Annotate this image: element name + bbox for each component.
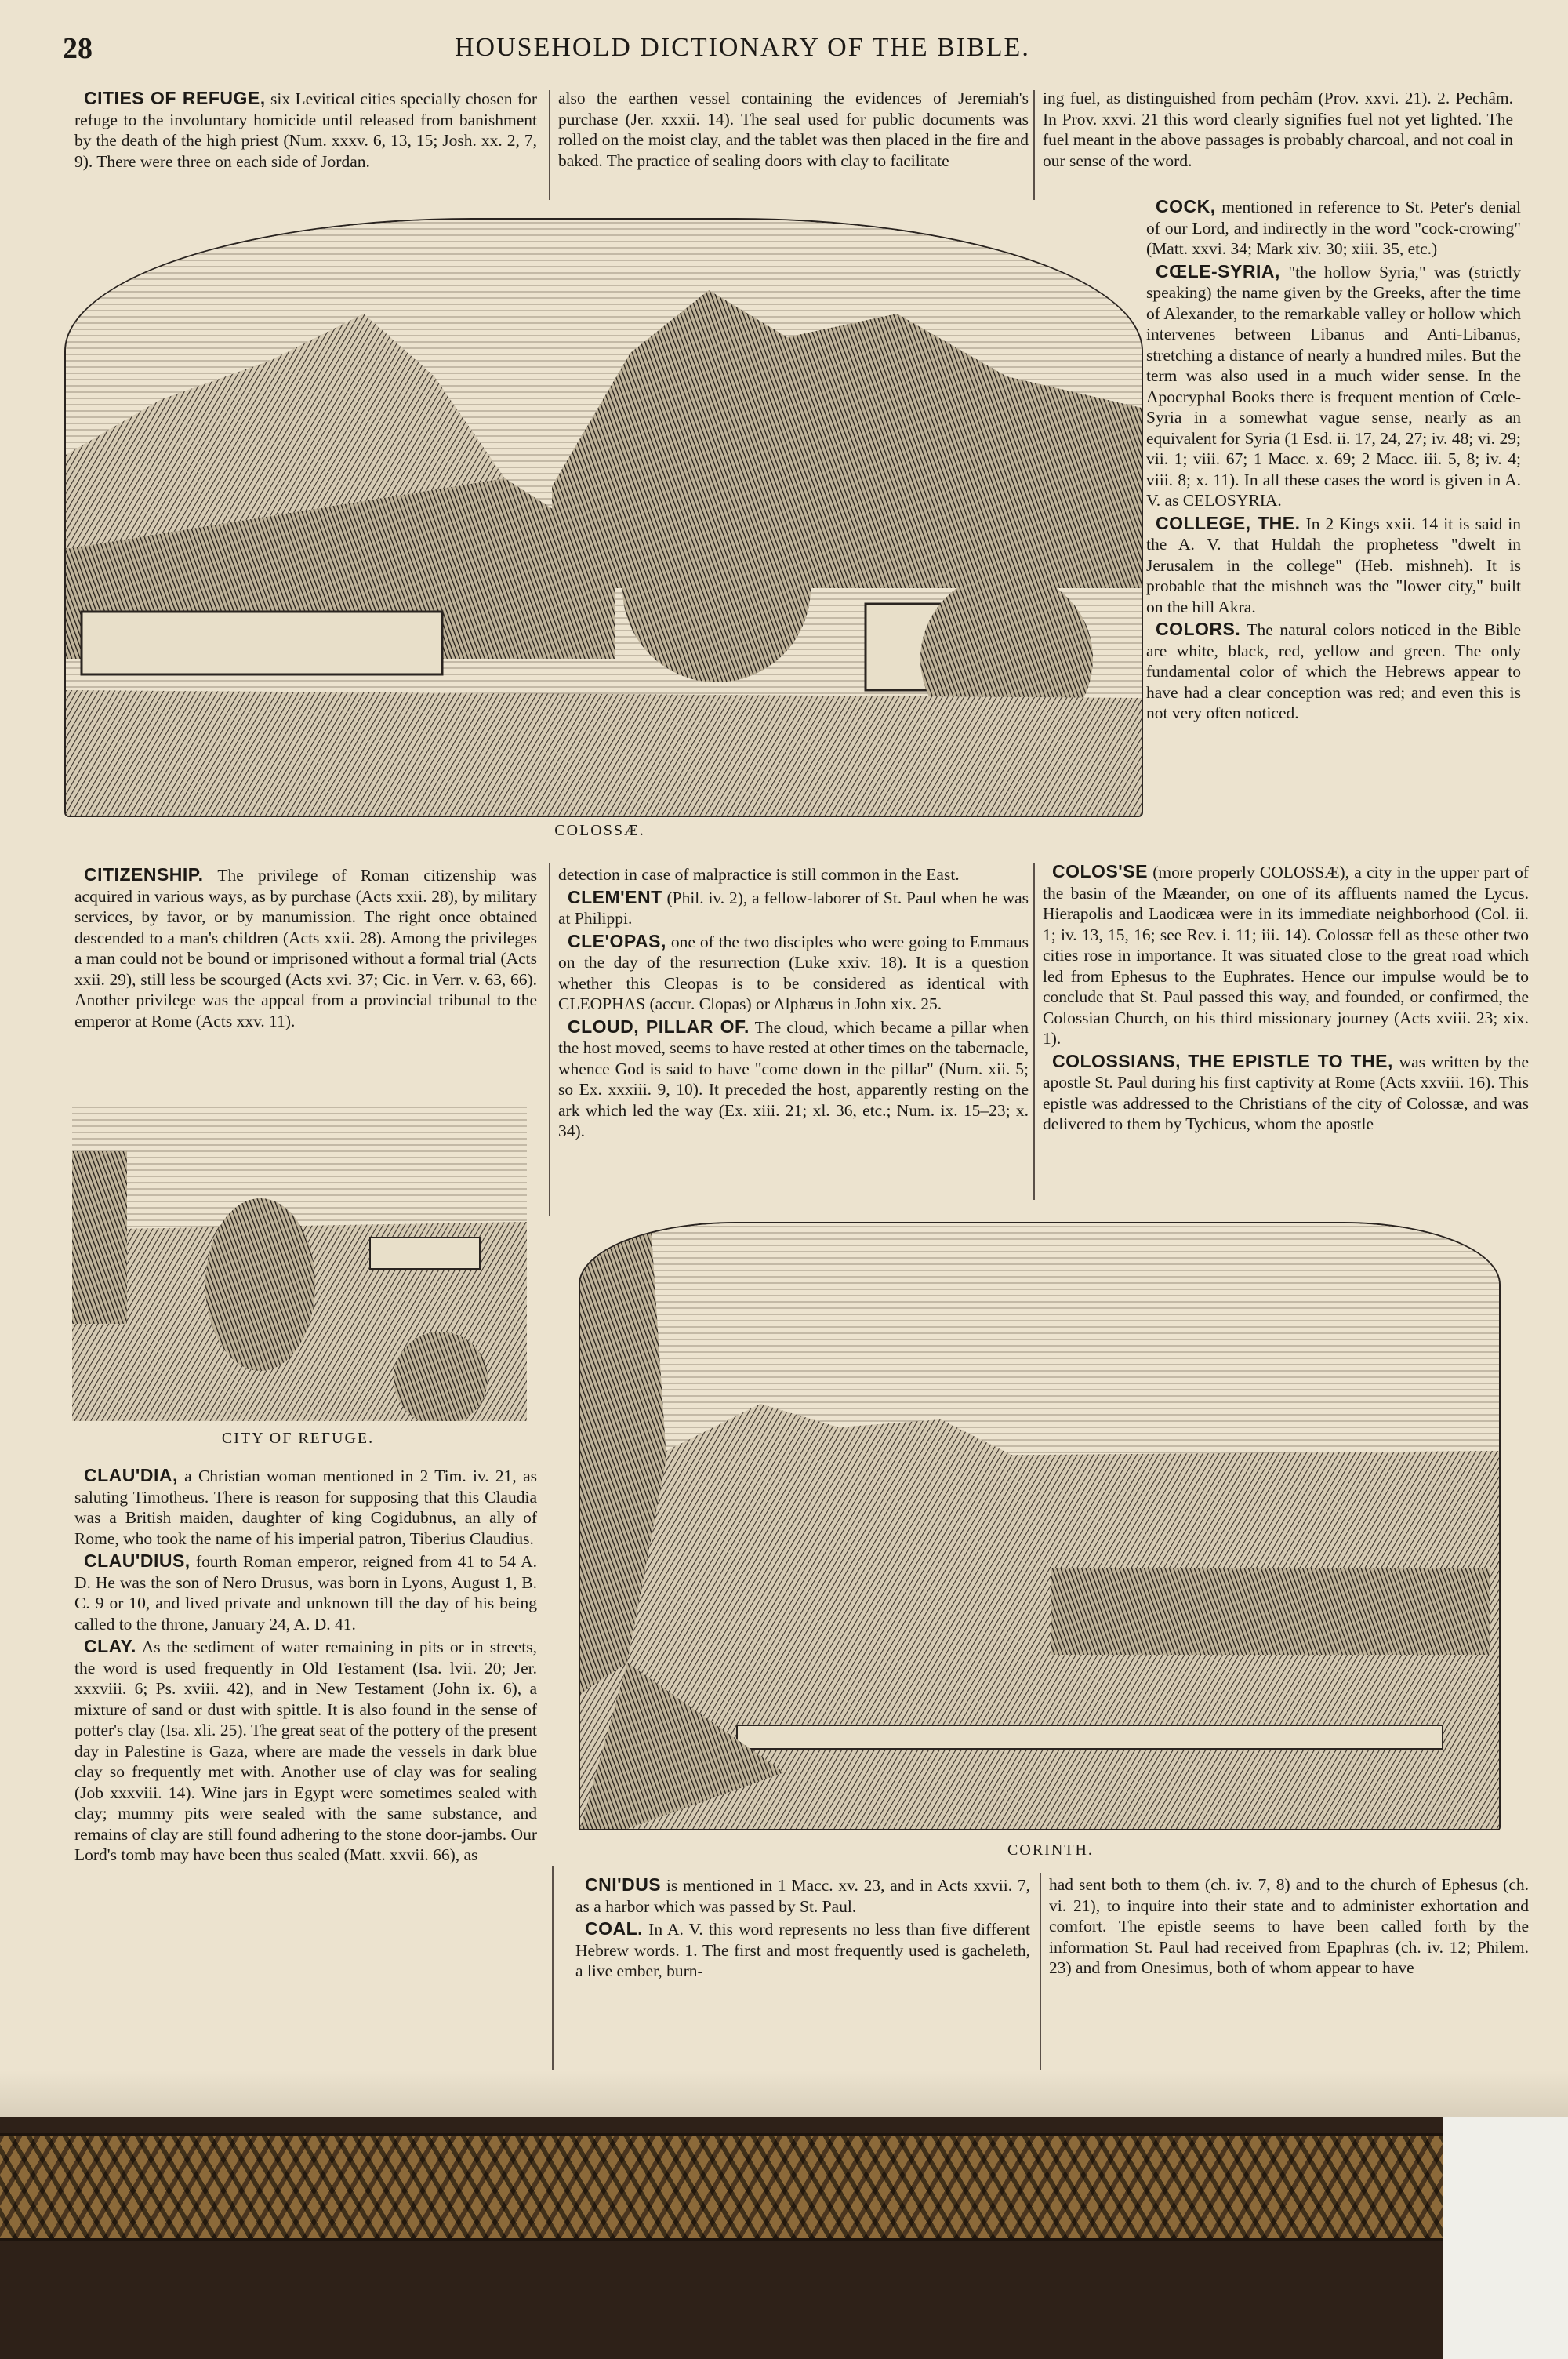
dictionary-entry (1043, 1051, 1529, 1135)
dictionary-entry (1146, 261, 1521, 511)
bottom-middle-column (575, 1874, 1030, 1983)
dictionary-entry (1146, 196, 1521, 260)
bottom-right-column (1049, 1874, 1529, 1980)
right-column-entries (1146, 196, 1521, 725)
entry-text: The cloud, which became a pillar when the host moved, seems to have rested at other times on the tabernacle, whence God is said to have "come down in the pillar" (Num. xii. 5; so Ex. xxxiii. 9, 10). It preceded the host, apparently resting on the ark which led the way (Ex. xiii. 21; xl. 36, etc.; Num. ix. 15–23; x. 34). (558, 1017, 1029, 1140)
running-header (63, 31, 1552, 71)
entry-headword: CLAU'DIA, (84, 1465, 178, 1485)
entry-headword: COLOS'SE (1052, 861, 1148, 881)
entry-headword: CLE'OPAS, (568, 930, 666, 951)
caption-city-of-refuge: CITY OF REFUGE. (221, 1430, 375, 1447)
entry-headword: COLORS. (1156, 619, 1241, 639)
top-left-column (74, 88, 537, 173)
mid-left-column (74, 864, 537, 1033)
colossae-illustration (64, 218, 1143, 817)
dictionary-entry (74, 1636, 537, 1866)
entry-text: six Levitical cities specially chosen for refuge to the involuntary homicide until released from banishment by the death of the high priest (Num. xxxv. 6, 13, 15; Josh. xx. 2, 7, 9). There were three on each side of Jordan. (74, 89, 537, 171)
colossae-engraving (66, 220, 1142, 816)
entry-headword: COAL. (585, 1918, 644, 1939)
entry-headword: CITIZENSHIP. (84, 864, 204, 885)
entry-headword: CLAY. (84, 1636, 136, 1656)
entry-text: fourth Roman emperor, reigned from 41 to 54 A. D. He was the son of Nero Drusus, was born in Lyons, August 1, B. C. 9 or 10, and lived private and unknown till the day of his being called to the throne, January 24, A. D. 41. (74, 1552, 537, 1634)
dictionary-entry (74, 1465, 537, 1549)
page-number: 28 (63, 32, 93, 65)
entry-headword: CITIES OF REFUGE, (84, 88, 266, 108)
entry-text: had sent both to them (ch. iv. 7, 8) and to the church of Ephesus (ch. vi. 21), to inquire into their state and to administer exhortation and comfort. The epistle seems to have been called forth by the information St. Paul had received from Epaphras (ch. iv. 12; Philem. 23) and from Onesimus, both of whom appear to have (1049, 1875, 1529, 1977)
entry-text: The privilege of Roman citizenship was acquired in various ways, as by purchase (Acts xxii. 28), by military services, by favor, or by manumission. The right once obtained descended to a man's children (Acts xxii. 28). Among the privileges a man could not be bound or imprisoned without a formal trial (Acts xxii. 29), still less be scourged (Acts xvi. 37; Cic. in Verr. v. 63, 66). Another privilege was the appeal from a provincial tribunal to the emperor at Rome (Acts xxv. 11). (74, 866, 537, 1030)
entry-text: (Phil. iv. 2), a fellow-laborer of St. Paul when he was at Philippi. (558, 888, 1029, 928)
entry-text: detection in case of malpractice is still common in the East. (558, 865, 960, 884)
column-rule (549, 90, 550, 200)
column-rule (1033, 863, 1035, 1200)
decorative-binding-braid (0, 2133, 1443, 2241)
lower-left-column (74, 1465, 537, 1867)
dictionary-entry (1043, 88, 1513, 171)
column-rule (552, 1866, 554, 2070)
entry-text: one of the two disciples who were going to Emmaus on the day of the resurrection (Luke xxiv. 18). It is a question whether this Cleopas is to be considered as identical with CLEOPHAS (accur. Clopas) or Alphæus in John xix. 25. (558, 932, 1029, 1013)
background-surface (1443, 2117, 1568, 2359)
corinth-engraving (580, 1223, 1499, 1829)
entry-headword: CLEM'ENT (568, 886, 662, 907)
column-rule (1040, 1873, 1041, 2077)
page-title: HOUSEHOLD DICTIONARY OF THE BIBLE. (455, 33, 1030, 62)
top-right-column (1043, 88, 1513, 173)
mid-right-column (1043, 861, 1529, 1136)
city-of-refuge-illustration (72, 1104, 527, 1421)
entry-text: In A. V. this word represents no less than five different Hebrew words. 1. The first and most frequently used is gacheleth, a live ember, burn- (575, 1920, 1030, 1980)
entry-headword: CLOUD, PILLAR OF. (568, 1016, 750, 1037)
dictionary-entry (74, 864, 537, 1031)
dictionary-entry (1146, 513, 1521, 618)
entry-text: In 2 Kings xxii. 14 it is said in the A. V. that Huldah the prophetess "dwelt in Jerusalem in the college" (Heb. mishneh). It is probable that the mishneh was the "lower city," built on the hill Akra. (1146, 514, 1522, 616)
corinth-illustration (579, 1222, 1501, 1830)
dictionary-entry (558, 864, 1029, 885)
dictionary-entry (558, 88, 1029, 171)
dictionary-entry (1049, 1874, 1529, 1979)
city-of-refuge-engraving (72, 1104, 527, 1421)
entry-headword: CNI'DUS (585, 1874, 662, 1895)
dictionary-entry (74, 88, 537, 172)
dictionary-entry (575, 1874, 1030, 1917)
entry-text: mentioned in reference to St. Peter's denial of our Lord, and indirectly in the word "cock-crowing" (Matt. xxvi. 34; Mark xiv. 30; xiii. 35, etc.) (1146, 198, 1521, 258)
entry-text: is mentioned in 1 Macc. xv. 23, and in Acts xxvii. 7, as a harbor which was passed by St. Paul. (575, 1876, 1030, 1916)
mid-middle-column (558, 864, 1029, 1143)
caption-corinth: CORINTH. (1007, 1841, 1094, 1859)
top-middle-column (558, 88, 1029, 173)
dictionary-entry (1146, 619, 1521, 724)
dictionary-entry (558, 931, 1029, 1015)
entry-text: (more properly COLOSSÆ), a city in the upper part of the basin of the Mæander, on one of its affluents named the Lycus. Hierapolis and Laodicæa were in its immediate neighborhood (Col. ii. 1; iv. 13, 15, 16; see Rev. i. 11; iii. 14). Colossæ fell as these other two cities rose in importance. It was situated close to the great road which led from Ephesus to the Euphrates. Hence our impulse would be to conclude that St. Paul passed this way, and founded, or confirmed, the Colossian Church, on his third missionary journey (Acts xviii. 23; xix. 1). (1043, 863, 1529, 1048)
entry-text: ing fuel, as distinguished from pechâm (Prov. xxvi. 21). 2. Pechâm. In Prov. xxvi. 21 this word clearly signifies fuel not yet lighted. The fuel meant in the above passages is probably charcoal, and not coal in our sense of the word. (1043, 89, 1514, 170)
dictionary-entry (74, 1550, 537, 1634)
entry-headword: COLLEGE, THE. (1156, 512, 1301, 533)
dictionary-entry (575, 1918, 1030, 1982)
dictionary-entry (1043, 861, 1529, 1049)
dictionary-entry (558, 887, 1029, 929)
column-rule (1033, 90, 1035, 200)
entry-text: was written by the apostle St. Paul during his first captivity at Rome (Acts xxviii. 16). This epistle was addressed to the Christians of the city of Colossæ, and was delivered to them by Tychicus, whom the apostle (1043, 1052, 1529, 1133)
caption-colossae: COLOSSÆ. (554, 822, 645, 839)
entry-text: also the earthen vessel containing the evidences of Jeremiah's purchase (Jer. xxxii. 14). The seal used for public documents was rolled on the moist clay, and the tablet was then placed in the fire and baked. The practice of sealing doors with clay to facilitate (558, 89, 1029, 170)
dictionary-entry (558, 1016, 1029, 1142)
entry-headword: COCK, (1156, 196, 1216, 216)
entry-headword: CŒLE-SYRIA, (1156, 260, 1280, 282)
entry-text: As the sediment of water remaining in pits or in streets, the word is used frequently in Old Testament (Isa. lvii. 20; Jer. xxxviii. 6; Ps. xviii. 42), and in New Testament (John ix. 6), a mixture of sand or dust with spittle. It is also found in the sense of potter's clay (Isa. xli. 25). The great seat of the pottery of the present day in Palestine is Gaza, where are made the vessels in dark blue clay so frequently met with. Another use of clay was for sealing (Job xxxviii. 14). Wine jars in Egypt were sometimes sealed with clay; mummy pits were sealed with the same substance, and remains of clay are still found adhering to the stone door-jambs. Our Lord's tomb may have been thus sealed (Matt. xxvii. 66), as (74, 1637, 537, 1864)
column-rule (549, 863, 550, 1216)
entry-headword: CLAU'DIUS, (84, 1550, 191, 1571)
entry-text: "the hollow Syria," was (strictly speaking) the name given by the Greeks, after the time of Alexander, to the remarkable valley or hollow which intervenes between Libanus and Anti-Libanus, stretching a distance of nearly a hundred miles. But the term was also used in a much wider sense. In the Apocryphal Books there is frequent mention of Cœle-Syria in a somewhat vague sense, nearly as an equivalent for Syria (1 Esd. ii. 17, 24, 27; iv. 48; vi. 29; vii. 1; viii. 67; 1 Macc. x. 69; 2 Macc. iii. 5, 8; iv. 4; viii. 8; x. 11). In all these cases the word is given in A. V. as CELOSYRIA. (1146, 262, 1521, 510)
entry-text: The natural colors noticed in the Bible are white, black, red, yellow and green. The only fundamental color of which the Hebrews appear to have had a clear conception was red; and even this is not very often noticed. (1146, 620, 1521, 722)
entry-headword: COLOSSIANS, THE EPISTLE TO THE, (1052, 1050, 1393, 1071)
entry-text: a Christian woman mentioned in 2 Tim. iv. 21, as saluting Timotheus. There is reason for supposing that this Claudia was a British maiden, daughter of king Cogidubnus, an ally of Rome, who took the name of his imperial patron, Tiberius Claudius. (74, 1467, 537, 1548)
